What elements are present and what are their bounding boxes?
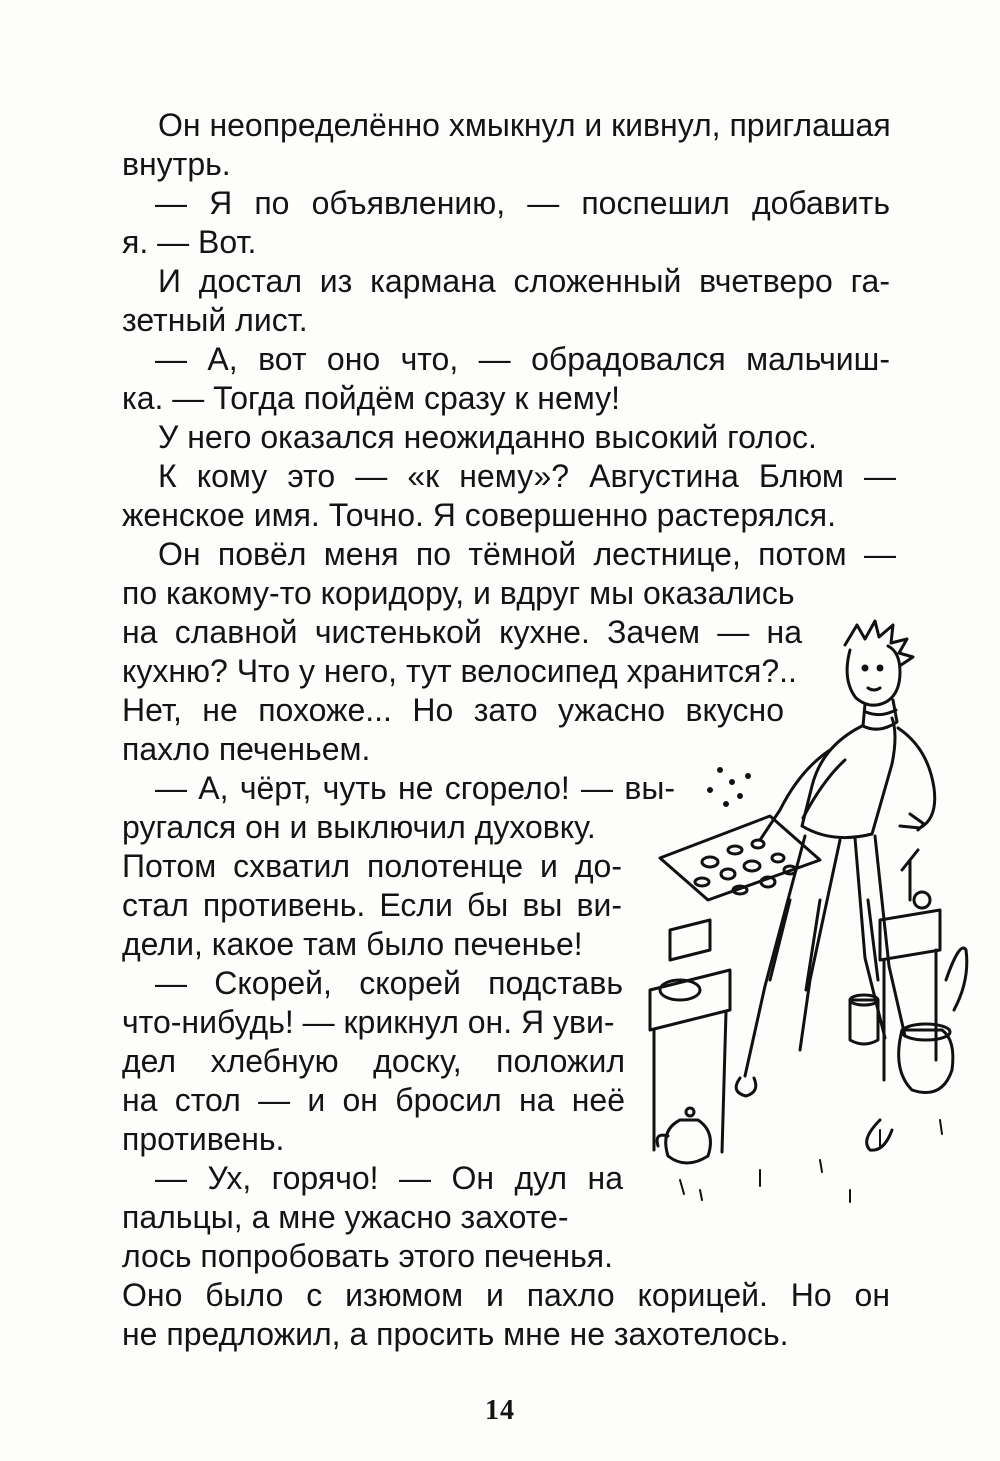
- text-line: зетный лист.: [122, 302, 308, 338]
- text-line: что-нибудь! — крикнул он. Я уви-: [122, 1004, 615, 1040]
- torso: [802, 718, 895, 838]
- text-line: Он неопределённо хмыкнул и кивнул, приглашая: [158, 107, 891, 143]
- text-line: по какому-то коридору, и вдруг мы оказались: [122, 575, 795, 611]
- text-line: лось попробовать этого печенья.: [122, 1238, 613, 1274]
- head: [847, 646, 900, 705]
- text-line: ругался он и выключил духовку.: [122, 809, 596, 845]
- text-line: Он повёл меня по тёмной лестнице, потом —: [158, 536, 896, 572]
- text-line: я. — Вот.: [122, 224, 257, 260]
- text-line: дели, какое там было печенье!: [122, 926, 583, 962]
- text-line: пахло печеньем.: [122, 731, 371, 767]
- text-line: внутрь.: [122, 146, 231, 182]
- text-line: И достал из кармана сложенный вчетверо га-: [158, 263, 890, 299]
- text-line: Потом схватил полотенце и до-: [122, 848, 622, 884]
- text-line: кухню? Что у него, тут велосипед хранится?..: [122, 653, 797, 689]
- text-line: на стол — и он бросил на неё: [122, 1082, 625, 1118]
- boy-baking-illustration: [640, 600, 970, 1240]
- legs: [745, 836, 840, 1076]
- text-line: стал противень. Если бы вы ви-: [122, 887, 622, 923]
- text-line: Нет, не похоже... Но зато ужасно вкусно: [122, 692, 784, 728]
- text-line: — Ух, горячо! — Он дул на: [155, 1160, 623, 1196]
- text-line: — А, вот оно что, — обрадовался мальчиш-: [155, 341, 890, 377]
- hair: [845, 621, 913, 665]
- text-line: не предложил, а просить мне не захотелось.: [122, 1316, 789, 1352]
- text-line: ка. — Тогда пойдём сразу к нему!: [122, 380, 621, 416]
- text-line: женское имя. Точно. Я совершенно растерялся.: [122, 497, 836, 533]
- text-line: дел хлебную доску, положил: [122, 1043, 625, 1079]
- text-line: — Скорей, скорей подставь: [155, 965, 623, 1001]
- text-line: противень.: [122, 1121, 285, 1157]
- text-line: Оно было с изюмом и пахло корицей. Но он: [122, 1277, 890, 1313]
- text-line: — А, чёрт, чуть не сгорело! — вы-: [155, 770, 675, 806]
- text-line: — Я по объявлению, — поспешил добавить: [155, 185, 890, 221]
- text-line: на славной чистенькой кухне. Зачем — на: [122, 614, 802, 650]
- text-line: пальцы, а мне ужасно захоте-: [122, 1199, 569, 1235]
- page-number: 14: [485, 1395, 515, 1426]
- text-line: К кому это — «к нему»? Августина Блюм —: [158, 458, 896, 494]
- text-line: У него оказался неожиданно высокий голос.: [158, 419, 817, 455]
